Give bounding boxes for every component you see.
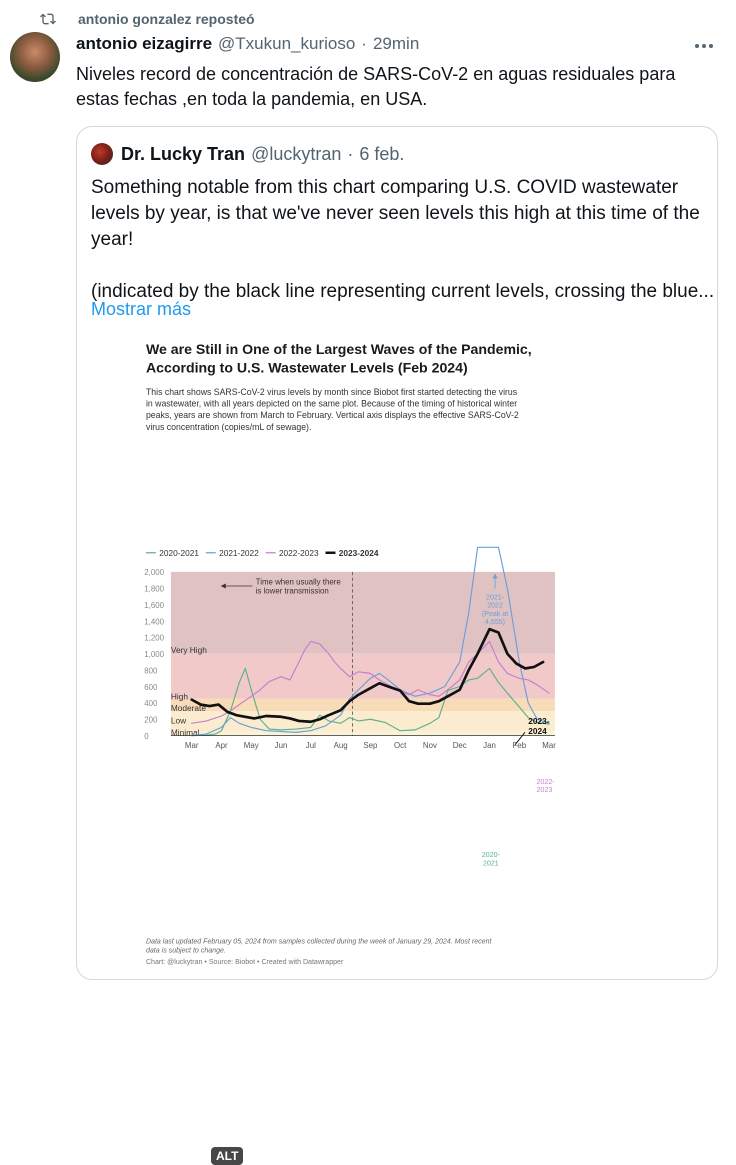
y-tick-label: 800 (144, 666, 158, 676)
show-more-link[interactable]: Mostrar más (91, 299, 192, 319)
y-tick-label: 1,000 (144, 650, 165, 660)
chart-footer: Chart: @luckytran • Source: Biobot • Created with Datawrapper (145, 959, 344, 967)
y-tick-label: 1,600 (144, 600, 165, 610)
quoted-text-line: Something notable from this chart comparing U.S. COVID wastewater (91, 177, 679, 198)
chart-image[interactable] (131, 335, 651, 1163)
x-tick-label: Sep (363, 741, 378, 751)
separator-dot: · (347, 143, 354, 164)
x-tick-label: Jan (483, 741, 496, 751)
tweet-text (76, 62, 716, 112)
annotation-2021-2022: 2021- (486, 594, 505, 602)
annotation-low-transmission: Time when usually there (255, 577, 341, 587)
chart-svg (131, 335, 651, 975)
x-tick-label: Mar (184, 741, 199, 751)
legend-label: 2023-2024 (338, 548, 379, 559)
y-tick-label: 200 (144, 715, 158, 725)
annotation-2021-2022: 2022 (487, 602, 503, 610)
chart-subtitle: This chart shows SARS-CoV-2 virus levels by month since Biobot first started detecting the virus (145, 386, 518, 397)
x-tick-label: May (243, 741, 259, 751)
author-name[interactable]: antonio eizagirre (76, 34, 213, 53)
legend-label: 2021-2022 (219, 548, 259, 559)
band-label: Very High (170, 644, 207, 655)
band-label: Minimal (170, 727, 200, 738)
annotation-2020-2021: 2021 (483, 860, 499, 868)
y-tick-label: 1,200 (144, 633, 165, 643)
x-tick-label: Dec (452, 741, 467, 751)
x-tick-label: Mar (542, 741, 556, 751)
quoted-text-line: (indicated by the black line representing current levels, crossing the blue... (91, 281, 715, 302)
y-tick-label: 2,000 (144, 568, 165, 578)
y-tick-label: 1,800 (144, 584, 165, 594)
legend-label: 2020-2021 (159, 548, 199, 559)
retweet-label[interactable]: antonio gonzalez reposteó (78, 11, 255, 27)
annotation-2020-2021: 2020- (481, 851, 500, 859)
quoted-author-name[interactable]: Dr. Lucky Tran (121, 143, 246, 164)
y-tick-label: 600 (144, 682, 158, 692)
y-tick-label: 400 (144, 699, 158, 709)
annotation-2022-2023: 2022- (536, 778, 555, 786)
y-tick-label: 1,400 (144, 617, 165, 627)
quoted-tweet-header (91, 143, 404, 165)
annotation-2021-2022: 4,555) (485, 619, 506, 627)
quoted-tweet-text (91, 175, 715, 305)
x-tick-label: Nov (422, 741, 437, 751)
quoted-text-line: year! (91, 229, 134, 250)
chart-subtitle: peaks, years are shown from March to February. Vertical axis displays the effective SARS-CoV-2 (145, 410, 519, 421)
tweet-header (76, 34, 419, 54)
level-band (170, 699, 555, 714)
x-tick-label: Apr (215, 741, 228, 751)
chart-footer: Data last updated February 05, 2024 from samples collected during the week of January 29, 2024. Most recent (145, 938, 492, 946)
x-tick-label: Feb (512, 741, 527, 751)
annotation-2023-2024: 2024 (528, 725, 547, 736)
chart-subtitle: virus concentration (copies/mL of sewage). (145, 421, 312, 432)
alt-badge[interactable]: ALT (211, 1147, 243, 1165)
x-tick-label: Jun (274, 741, 288, 751)
annotation-low-transmission: is lower transmission (255, 586, 329, 596)
tweet-text-line: Niveles record de concentración de SARS-CoV-2 en aguas residuales para (76, 64, 676, 84)
tweet-time[interactable]: 29min (372, 34, 420, 53)
quoted-author-handle[interactable]: @luckytran (251, 143, 342, 164)
tweet-text-line: estas fechas ,en toda la pandemia, en USA. (76, 89, 428, 109)
avatar[interactable] (10, 32, 60, 82)
chart-subtitle: in wastewater, with all years depicted on the same plot. Because of the timing of historical winter (145, 398, 518, 409)
x-tick-label: Jul (305, 741, 316, 751)
chart-title: We are Still in One of the Largest Waves of the Pandemic, (145, 341, 532, 358)
x-tick-label: Oct (394, 741, 407, 751)
annotation-2022-2023: 2023 (536, 787, 553, 795)
quoted-tweet[interactable] (76, 126, 718, 1163)
quoted-tweet-time[interactable]: 6 feb. (359, 143, 405, 164)
separator-dot: · (361, 34, 367, 53)
quoted-avatar[interactable] (91, 143, 113, 165)
annotation-2023-2024: 2023- (528, 715, 550, 726)
chart-title: According to U.S. Wastewater Levels (Feb 2024) (145, 359, 468, 376)
x-tick-label: Aug (333, 741, 348, 751)
more-options-icon[interactable] (692, 36, 716, 56)
retweet-bar (40, 8, 255, 30)
quoted-text-line: levels by year, is that we've never seen levels this high at this time of the (91, 203, 700, 224)
level-band (171, 732, 555, 736)
legend-label: 2022-2023 (278, 548, 319, 559)
chart-footer: data is subject to change. (145, 947, 226, 955)
author-handle[interactable]: @Txukun_kurioso (218, 34, 356, 53)
band-label: Moderate (170, 703, 206, 714)
band-label: High (170, 691, 188, 702)
retweet-icon (40, 11, 56, 27)
band-label: Low (170, 715, 187, 726)
annotation-2021-2022: (Peak at (481, 610, 509, 618)
y-tick-label: 0 (144, 731, 149, 741)
